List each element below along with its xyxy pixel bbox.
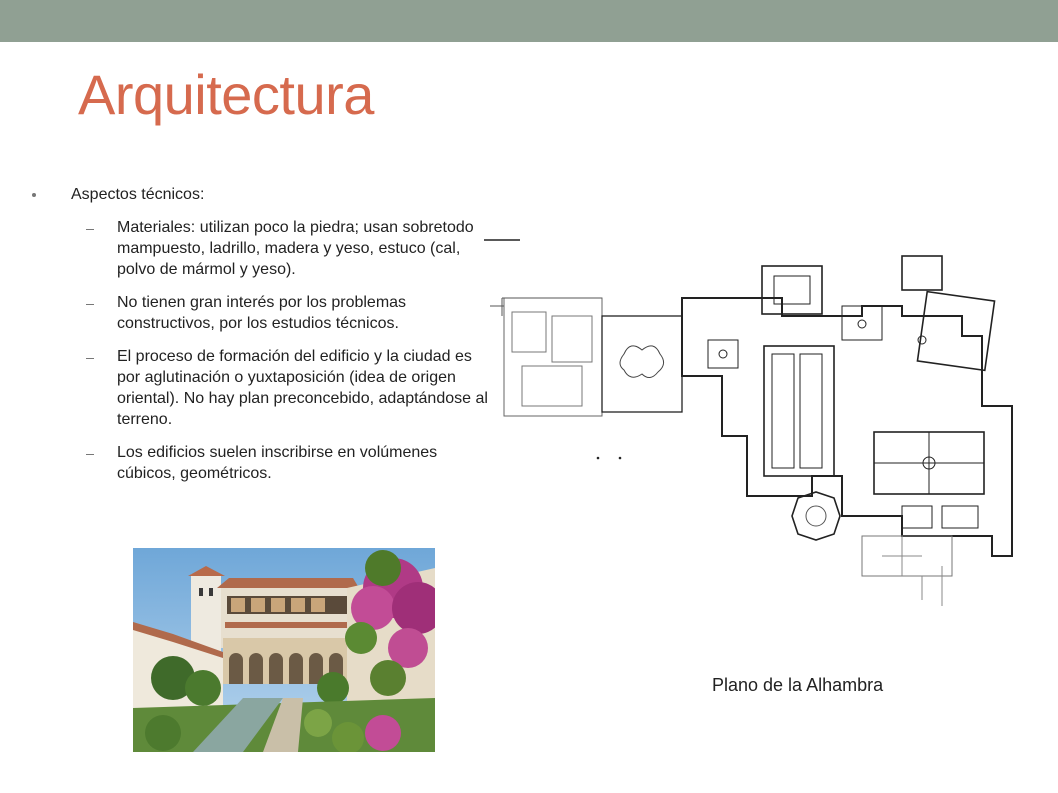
dash-icon <box>86 304 94 305</box>
slide-title: Arquitectura <box>78 63 374 126</box>
plan-caption: Plano de la Alhambra <box>712 675 884 695</box>
bullet-item <box>32 184 492 205</box>
sub-bullet-item <box>32 442 492 484</box>
sub-bullet-text: Materiales: utilizan poco la piedra; usan sobretodo mampuesto, ladrillo, madera y yeso, estuco (cal, polvo de mármol y yeso). <box>117 219 474 278</box>
sub-bullet-item <box>32 292 492 334</box>
bullet-dot-icon <box>32 193 36 197</box>
alhambra-floor-plan <box>482 236 1018 656</box>
courtyard-photo <box>133 548 435 752</box>
sub-bullet-text: No tienen gran interés por los problemas constructivos, por los estudios técnicos. <box>117 294 407 332</box>
header-bar <box>0 0 1058 42</box>
dash-icon <box>86 454 94 455</box>
dash-icon <box>86 358 94 359</box>
bullet-list <box>32 184 492 496</box>
dash-icon <box>86 229 94 230</box>
sub-bullet-text: Los edificios suelen inscribirse en volúmenes cúbicos, geométricos. <box>117 444 438 482</box>
sub-bullet-list <box>32 217 492 484</box>
bullet-text: Aspectos técnicos: <box>71 186 205 203</box>
sub-bullet-item <box>32 217 492 280</box>
sub-bullet-item <box>32 346 492 430</box>
sub-bullet-text: El proceso de formación del edificio y la ciudad es por aglutinación o yuxtaposición (idea de origen oriental). No hay plan preconcebido, adaptándose al terreno. <box>117 348 488 428</box>
